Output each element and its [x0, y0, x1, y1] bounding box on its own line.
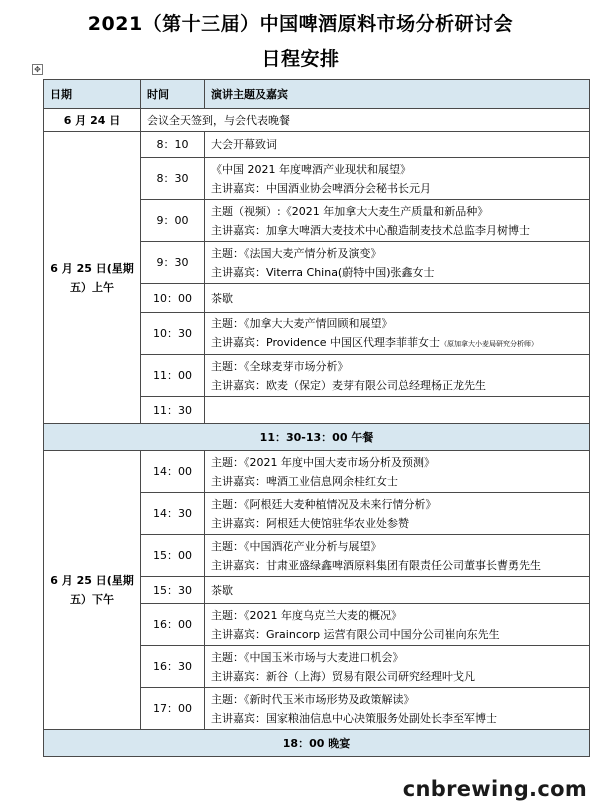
document-title: 2021（第十三届）中国啤酒原料市场分析研讨会: [87, 13, 514, 35]
session-content: [205, 355, 590, 397]
session-speaker: [211, 709, 583, 728]
document-subtitle: 日程安排: [261, 48, 340, 70]
speaker-note: （原加拿大小麦局研究分析师）: [440, 339, 539, 348]
session-time: 15：30: [141, 577, 205, 604]
session-topic: 主题：《中国玉米市场与大麦进口机会》: [211, 650, 404, 664]
morning-date: 6 月 25 日(星期五）上午: [44, 132, 141, 424]
dinner-band-label: 18：00 晚宴: [44, 730, 590, 757]
day0-date: 6 月 24 日: [44, 109, 141, 132]
session-content: [205, 577, 590, 604]
session-topic: 主题：《阿根廷大麦种植情况及未来行情分析》: [211, 497, 437, 511]
lunch-band: [44, 424, 590, 451]
speaker-text: 主讲嘉宾：Providence 中国区代理李菲菲女士: [211, 335, 441, 349]
day0-row: [44, 109, 590, 132]
session-topic: 茶歇: [211, 583, 233, 597]
session-content: [205, 646, 590, 688]
session-speaker: [211, 263, 583, 282]
session-time: 11：30: [141, 397, 205, 424]
session-speaker: [211, 625, 583, 644]
session-time: 16：00: [141, 604, 205, 646]
session-topic: 主题：《中国酒花产业分析与展望》: [211, 539, 382, 553]
session-topic: 主题：《全球麦芽市场分析》: [211, 359, 349, 373]
session-content: [205, 158, 590, 200]
session-topic: 主题（视频）:《2021 年加拿大大麦生产质量和新品种》: [211, 204, 489, 218]
schedule-table: [43, 79, 590, 757]
header-row: [44, 80, 590, 109]
session-time: 9：00: [141, 200, 205, 242]
session-content: [205, 132, 590, 158]
session-content: [205, 451, 590, 493]
session-content: [205, 242, 590, 284]
session-time: 17：00: [141, 688, 205, 730]
session-content: [205, 535, 590, 577]
session-topic: 大会开幕致词: [211, 138, 277, 151]
session-topic: 主题：《2021 年度中国大麦市场分析及预测》: [211, 455, 435, 469]
session-content: [205, 200, 590, 242]
day0-note: 会议全天签到，与会代表晚餐: [141, 109, 590, 132]
session-speaker: [211, 472, 583, 491]
session-content: [205, 688, 590, 730]
header-topic: 演讲主题及嘉宾: [205, 80, 590, 109]
speaker-text: 主讲嘉宾：新谷（上海）贸易有限公司研究经理叶戈凡: [211, 669, 475, 683]
speaker-text: 主讲嘉宾：中国酒业协会啤酒分会秘书长元月: [211, 181, 431, 195]
watermark: cnbrewing.com: [402, 777, 587, 801]
table-move-handle-icon[interactable]: ✥: [32, 64, 43, 75]
session-topic: 主题：《法国大麦产情分析及演变》: [211, 246, 382, 260]
session-content: [205, 493, 590, 535]
session-time: 11：00: [141, 355, 205, 397]
session-content: [205, 604, 590, 646]
session-speaker: [211, 333, 583, 354]
session-speaker: [211, 556, 583, 575]
session-time: 16：30: [141, 646, 205, 688]
session-time: 10：30: [141, 313, 205, 355]
session-content: [205, 397, 590, 424]
session-speaker: [211, 514, 583, 533]
session-topic: 《中国 2021 年度啤酒产业现状和展望》: [211, 162, 411, 176]
session-time: 14：00: [141, 451, 205, 493]
session-topic: 主题：《加拿大大麦产情回顾和展望》: [211, 316, 393, 330]
speaker-text: 主讲嘉宾：欧麦（保定）麦芽有限公司总经理杨正龙先生: [211, 378, 486, 392]
afternoon-date: 6 月 25 日(星期五）下午: [44, 451, 141, 730]
session-time: 8：30: [141, 158, 205, 200]
session-time: 9：30: [141, 242, 205, 284]
session-time: 15：00: [141, 535, 205, 577]
speaker-text: 主讲嘉宾：甘肃亚盛绿鑫啤酒原料集团有限责任公司董事长曹勇先生: [211, 558, 541, 572]
session-topic: 主题：《2021 年度乌克兰大麦的概况》: [211, 608, 402, 622]
session-topic: 主题：《新时代玉米市场形势及政策解读》: [211, 692, 415, 706]
speaker-text: 主讲嘉宾：加拿大啤酒大麦技术中心酿造制麦技术总监李月树博士: [211, 223, 530, 237]
session-content: [205, 284, 590, 313]
dinner-band: [44, 730, 590, 757]
speaker-text: 主讲嘉宾：国家粮油信息中心决策服务处副处长李至军博士: [211, 711, 497, 725]
session-speaker: [211, 667, 583, 686]
header-time: 时间: [141, 80, 205, 109]
session-content: [205, 313, 590, 355]
speaker-text: 主讲嘉宾：阿根廷大使馆驻华农业处参赞: [211, 516, 409, 530]
schedule-row: [44, 451, 590, 493]
speaker-text: 主讲嘉宾：啤酒工业信息网余桂红女士: [211, 474, 398, 488]
session-time: 10：00: [141, 284, 205, 313]
session-topic: 茶歇: [211, 291, 233, 305]
speaker-text: 主讲嘉宾：Viterra China(蔚特中国)张鑫女士: [211, 265, 435, 279]
session-time: 8：10: [141, 132, 205, 158]
session-speaker: [211, 376, 583, 395]
session-time: 14：30: [141, 493, 205, 535]
session-speaker: [211, 221, 583, 240]
header-date: 日期: [44, 80, 141, 109]
lunch-band-label: 11：30-13：00 午餐: [44, 424, 590, 451]
schedule-row: [44, 132, 590, 158]
speaker-text: 主讲嘉宾：Graincorp 运营有限公司中国分公司崔向东先生: [211, 627, 500, 641]
session-speaker: [211, 179, 583, 198]
